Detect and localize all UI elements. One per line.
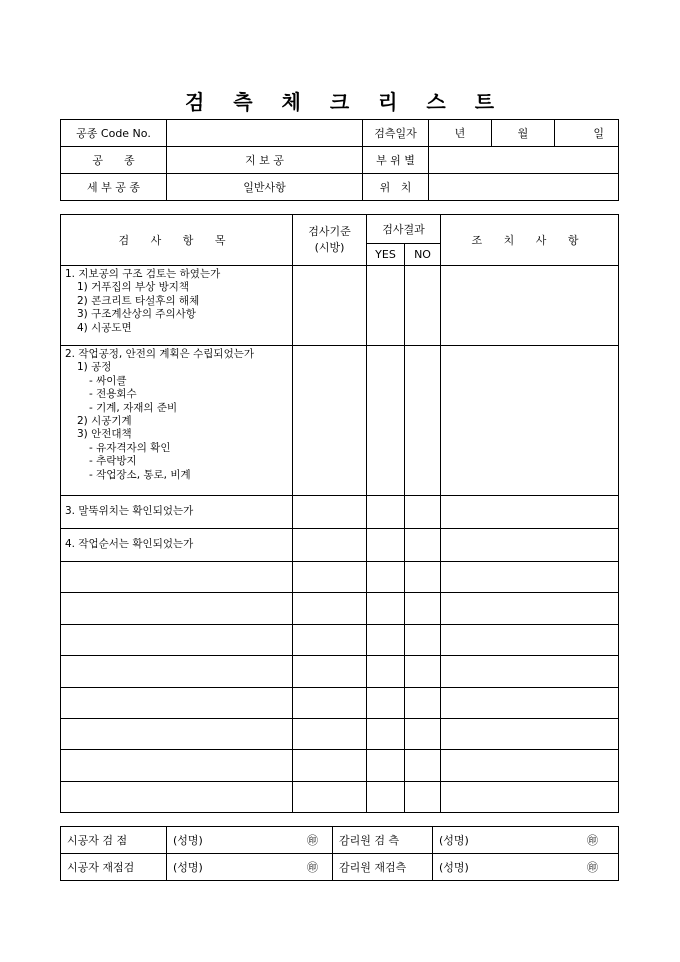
item-cell[interactable] xyxy=(61,687,293,718)
detail-process-label: 세 부 공 종 xyxy=(61,174,167,201)
checklist-item-line: - 전용회수 xyxy=(89,388,137,401)
inspection-date-label: 검측일자 xyxy=(363,120,429,147)
standard-cell[interactable] xyxy=(293,346,367,496)
yes-cell[interactable] xyxy=(367,781,405,812)
yes-cell[interactable] xyxy=(367,656,405,687)
contractor-recheck-label: 시공자 재점검 xyxy=(61,854,167,881)
action-cell[interactable] xyxy=(441,593,619,624)
standard-cell[interactable] xyxy=(293,718,367,749)
checklist-row xyxy=(61,346,619,496)
page-title xyxy=(0,86,680,115)
standard-cell[interactable] xyxy=(293,624,367,655)
empty-row xyxy=(61,718,619,749)
action-cell[interactable] xyxy=(441,346,619,496)
item-cell[interactable] xyxy=(61,750,293,781)
no-cell[interactable] xyxy=(405,562,441,593)
supervisor-check-label: 감리원 검 측 xyxy=(333,827,433,854)
process-label: 공 종 xyxy=(61,147,167,174)
no-cell[interactable] xyxy=(405,687,441,718)
no-cell[interactable] xyxy=(405,624,441,655)
checklist-item-line: 4. 작업순서는 확인되었는가 xyxy=(65,538,194,551)
checklist-item-line: 3) 구조계산상의 주의사항 xyxy=(77,308,196,321)
item-header: 검 사 항 목 xyxy=(61,215,293,266)
no-cell[interactable] xyxy=(405,656,441,687)
no-header: NO xyxy=(405,244,441,266)
no-cell[interactable] xyxy=(405,781,441,812)
action-cell[interactable] xyxy=(441,750,619,781)
no-cell[interactable] xyxy=(405,346,441,496)
process-code-label: 공종 Code No. xyxy=(61,120,167,147)
standard-cell[interactable] xyxy=(293,750,367,781)
standard-header-sub: (시방) xyxy=(314,241,345,254)
date-day-field[interactable]: 일 xyxy=(555,120,619,147)
item-cell[interactable] xyxy=(61,781,293,812)
checklist-item-line: - 기계, 자재의 준비 xyxy=(89,401,178,414)
title-char: 리 xyxy=(378,90,399,114)
standard-cell[interactable] xyxy=(293,266,367,346)
checklist-item-line: 3. 말뚝위치는 확인되었는가 xyxy=(65,505,194,518)
yes-cell[interactable] xyxy=(367,562,405,593)
part-field[interactable] xyxy=(429,147,619,174)
checklist-item-line: - 작업장소, 통로, 비계 xyxy=(89,468,191,481)
checklist-item-cell xyxy=(61,346,293,496)
standard-header-label: 검사기준 xyxy=(308,225,351,238)
checklist-item-line: - 유자격자의 확인 xyxy=(89,441,171,454)
title-char: 검 xyxy=(184,90,206,114)
name-placeholder: (성명) xyxy=(173,861,203,874)
checklist-item-line: 4) 시공도면 xyxy=(77,321,132,334)
standard-cell[interactable] xyxy=(293,562,367,593)
location-field[interactable] xyxy=(429,174,619,201)
process-field[interactable]: 지 보 공 xyxy=(167,147,363,174)
standard-cell[interactable] xyxy=(293,687,367,718)
item-cell[interactable] xyxy=(61,624,293,655)
contractor-check-sign[interactable] xyxy=(167,827,333,854)
checklist-item-line: 3) 안전대책 xyxy=(77,428,132,441)
title-char: 체 xyxy=(281,90,302,114)
standard-cell[interactable] xyxy=(293,781,367,812)
action-cell[interactable] xyxy=(441,562,619,593)
yes-cell[interactable] xyxy=(367,496,405,529)
no-cell[interactable] xyxy=(405,750,441,781)
standard-cell[interactable] xyxy=(293,656,367,687)
empty-row xyxy=(61,781,619,812)
no-cell[interactable] xyxy=(405,718,441,749)
checklist-item-line: 1. 지보공의 구조 검토는 하였는가 xyxy=(65,268,221,280)
action-cell[interactable] xyxy=(441,781,619,812)
seal-icon: ㊞ xyxy=(587,861,598,874)
item-cell[interactable] xyxy=(61,656,293,687)
yes-cell[interactable] xyxy=(367,624,405,655)
no-cell[interactable] xyxy=(405,496,441,529)
standard-cell[interactable] xyxy=(293,529,367,562)
date-month-field[interactable]: 월 xyxy=(492,120,555,147)
checklist-row xyxy=(61,266,619,346)
no-cell[interactable] xyxy=(405,529,441,562)
seal-icon: ㊞ xyxy=(307,834,318,847)
signature-table xyxy=(60,826,619,881)
empty-row xyxy=(61,656,619,687)
action-cell[interactable] xyxy=(441,529,619,562)
no-cell[interactable] xyxy=(405,593,441,624)
item-cell[interactable] xyxy=(61,562,293,593)
action-cell[interactable] xyxy=(441,718,619,749)
contractor-recheck-sign[interactable] xyxy=(167,854,333,881)
result-header: 검사결과 xyxy=(367,215,441,244)
empty-row xyxy=(61,750,619,781)
action-cell[interactable] xyxy=(441,266,619,346)
part-label: 부 위 별 xyxy=(363,147,429,174)
empty-row xyxy=(61,687,619,718)
info-table xyxy=(60,119,619,201)
yes-cell[interactable] xyxy=(367,750,405,781)
standard-cell[interactable] xyxy=(293,496,367,529)
empty-row xyxy=(61,562,619,593)
name-placeholder: (성명) xyxy=(439,834,469,847)
seal-icon: ㊞ xyxy=(587,834,598,847)
standard-cell[interactable] xyxy=(293,593,367,624)
name-placeholder: (성명) xyxy=(439,861,469,874)
date-year-field[interactable]: 년 xyxy=(429,120,492,147)
checklist-item-line: - 추락방지 xyxy=(89,455,137,468)
checklist-item-cell xyxy=(61,496,293,529)
action-cell[interactable] xyxy=(441,656,619,687)
title-char: 크 xyxy=(329,90,351,114)
yes-cell[interactable] xyxy=(367,529,405,562)
supervisor-recheck-sign[interactable] xyxy=(433,854,619,881)
detail-process-field[interactable]: 일반사항 xyxy=(167,174,363,201)
checklist-item-line: 2) 시공기계 xyxy=(77,415,132,428)
item-cell[interactable] xyxy=(61,593,293,624)
no-cell[interactable] xyxy=(405,266,441,346)
title-char: 트 xyxy=(474,90,496,114)
checklist-body xyxy=(61,266,619,813)
contractor-check-label: 시공자 검 점 xyxy=(61,827,167,854)
yes-cell[interactable] xyxy=(367,718,405,749)
title-char: 측 xyxy=(233,90,254,114)
checklist-item-line: 1) 공정 xyxy=(77,361,112,374)
action-header: 조 치 사 항 xyxy=(441,215,619,266)
action-cell[interactable] xyxy=(441,624,619,655)
supervisor-check-sign[interactable] xyxy=(433,827,619,854)
empty-row xyxy=(61,624,619,655)
checklist-row xyxy=(61,529,619,562)
yes-cell[interactable] xyxy=(367,593,405,624)
location-label: 위 치 xyxy=(363,174,429,201)
yes-cell[interactable] xyxy=(367,687,405,718)
checklist-item-line: 1) 거푸집의 부상 방지책 xyxy=(77,281,190,294)
yes-cell[interactable] xyxy=(367,346,405,496)
checklist-item-cell xyxy=(61,529,293,562)
checklist-item-line: 2. 작업공정, 안전의 계획은 수립되었는가 xyxy=(65,348,254,360)
checklist-item-cell xyxy=(61,266,293,346)
checklist-row xyxy=(61,496,619,529)
item-cell[interactable] xyxy=(61,718,293,749)
seal-icon: ㊞ xyxy=(307,861,318,874)
yes-header: YES xyxy=(367,244,405,266)
empty-row xyxy=(61,593,619,624)
supervisor-recheck-label: 감리원 재검측 xyxy=(333,854,433,881)
checklist-item-line: - 싸이클 xyxy=(89,374,127,387)
action-cell[interactable] xyxy=(441,687,619,718)
process-code-field[interactable] xyxy=(167,120,363,147)
title-char: 스 xyxy=(426,90,447,114)
action-cell[interactable] xyxy=(441,496,619,529)
checklist-table xyxy=(60,214,619,813)
standard-header xyxy=(293,215,367,266)
name-placeholder: (성명) xyxy=(173,834,203,847)
yes-cell[interactable] xyxy=(367,266,405,346)
checklist-item-line: 2) 콘크리트 타설후의 해체 xyxy=(77,294,200,307)
